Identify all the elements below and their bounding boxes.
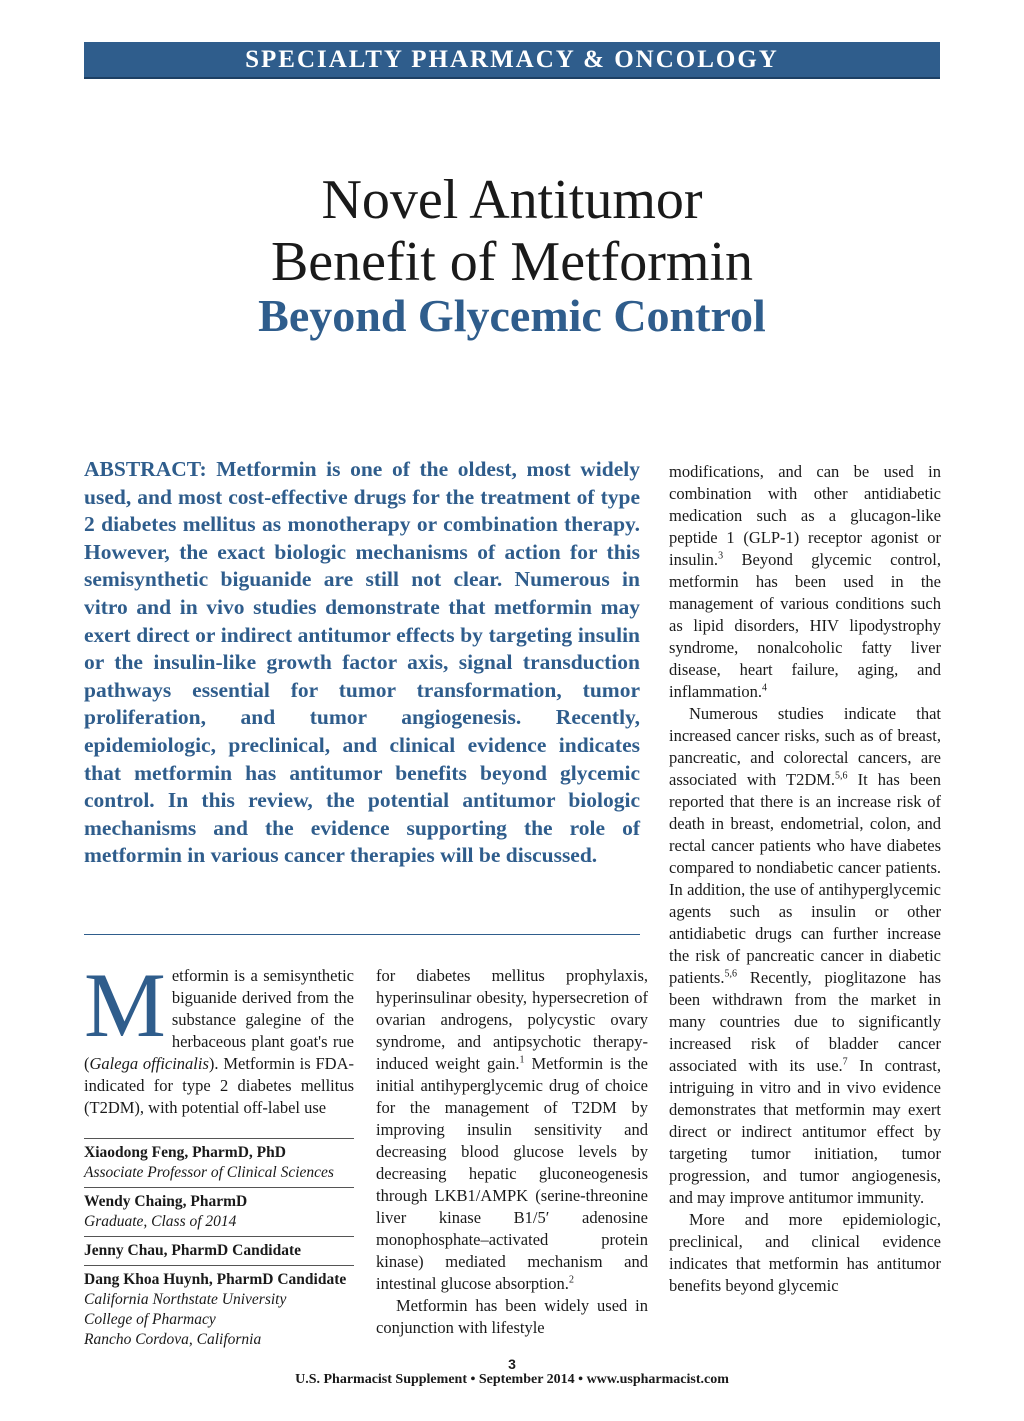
text-run: Numerous studies indicate that increased cancer risks, such as of breast, pancreatic, and colorectal cancers, are associated with T2DM. <box>669 704 941 789</box>
section-banner: SPECIALTY PHARMACY & ONCOLOGY <box>84 42 940 79</box>
intro-paragraph <box>84 954 354 1119</box>
text-run: modifications, and can be used in combination with other antidiabetic medication such as a glucagon-like peptide 1 (GLP-1) receptor agonist or insulin. <box>669 462 941 569</box>
citation: 5,6 <box>835 770 848 782</box>
citation: 5,6 <box>724 968 737 980</box>
body-paragraph: More and more epidemiologic, preclinical, and clinical evidence indicates that metformin has antitumor benefits beyond glycemic <box>669 1210 941 1295</box>
author-affiliation: College of Pharmacy <box>84 1311 216 1328</box>
author-entry <box>84 1265 354 1354</box>
body-column-2 <box>376 965 648 1339</box>
author-entry <box>84 1236 354 1265</box>
body-paragraph <box>376 965 648 1295</box>
author-name: Jenny Chau, PharmD Candidate <box>84 1242 302 1259</box>
citation: 4 <box>762 682 768 694</box>
author-entry <box>84 1138 354 1187</box>
citation: 2 <box>568 1274 574 1286</box>
citation: 1 <box>519 1054 525 1066</box>
title-line-1: Novel Antitumor <box>321 169 703 231</box>
text-run: for diabetes mellitus prophylaxis, hyperinsulinar obesity, hypersecretion of ovarian androgens, polycystic ovary syndrome, and antipsychotic therapy-induced weight gain. <box>376 966 648 1073</box>
page-number: 3 <box>508 1356 516 1372</box>
author-affiliation: Graduate, Class of 2014 <box>84 1213 237 1230</box>
author-name: Dang Khoa Huynh, PharmD Candidate <box>84 1271 347 1288</box>
title-line-2: Benefit of Metformin <box>270 231 754 293</box>
author-affiliation: Associate Professor of Clinical Sciences <box>84 1164 334 1181</box>
text-run: Metformin is the initial antihyperglycemic drug of choice for the management of T2DM by improving insulin sensitivity and decreasing blood glucose levels by decreasing hepatic gluconeogenesis through LKB1/AMPK (serine-threonine liver kinase B1/5′ adenosine monophosphate–activated protein kinase) mediated mechanism and intestinal glucose absorption. <box>376 1054 648 1293</box>
drop-cap: M <box>84 954 166 1056</box>
text-run: Recently, pioglitazone has been withdrawn from the market in many countries due to significantly increased risk of bladder cancer associated with its use. <box>669 968 941 1075</box>
text-run: etformin is a semisynthetic biguanide derived from the substance galegine of the herbaceous plant goat's rue ( <box>84 966 354 1073</box>
text-run: Beyond glycemic control, metformin has been used in the management of various conditions such as lipid disorders, HIV lipodystrophy syndrome, nonalcoholic fatty liver disease, heart failure, aging, and inflammation. <box>669 550 941 701</box>
body-paragraph <box>669 461 941 703</box>
citation: 7 <box>842 1056 848 1068</box>
subtitle: Beyond Glycemic Control <box>258 290 766 341</box>
body-paragraph: Metformin has been widely used in conjunction with lifestyle <box>376 1296 648 1337</box>
author-name: Xiaodong Feng, PharmD, PhD <box>84 1144 286 1161</box>
author-name: Wendy Chaing, PharmD <box>84 1193 248 1210</box>
citation: 3 <box>718 550 724 562</box>
text-run: It has been reported that there is an increase risk of death in breast, endometrial, colon, and rectal cancer patients who have diabetes compared to nondiabetic cancer patients. In addition, the use of antihyperglycemic agents such as insulin or other antidiabetic drugs can further increase the risk of pancreatic cancer in diabetic patients. <box>669 770 941 987</box>
text-run: ). Metformin is FDA-indicated for type 2 diabetes mellitus (T2DM), with potential off-label use <box>84 1054 354 1117</box>
body-paragraph <box>669 703 941 1209</box>
author-entry <box>84 1187 354 1236</box>
author-list <box>84 1138 354 1354</box>
italic-text: Galega officinalis <box>89 1054 209 1073</box>
body-column-3 <box>669 461 941 1297</box>
page-footer: U.S. Pharmacist Supplement • September 2014 • www.uspharmacist.com <box>295 1372 729 1387</box>
author-affiliation: California Northstate University <box>84 1291 287 1308</box>
author-affiliation: Rancho Cordova, California <box>84 1331 262 1348</box>
abstract-divider <box>84 934 640 935</box>
text-run: In contrast, intriguing in vitro and in vivo evidence demonstrates that metformin may exert direct or indirect antitumor effect by targeting tumor initiation, tumor progression, and tumor angiogenesis, and may improve antitumor immunity. <box>669 1056 941 1207</box>
abstract: ABSTRACT: Metformin is one of the oldest, most widely used, and most cost-effective drugs for the treatment of type 2 diabetes mellitus as monotherapy or combination therapy. However, the exact biologic mechanisms of action for this semisynthetic biguanide are still not clear. Numerous in vitro and in vivo studies demonstrate that metformin may exert direct or indirect antitumor effects by targeting insulin or the insulin-like growth factor axis, signal transduction pathways essential for tumor transformation, tumor proliferation, and tumor angiogenesis. Recently, epidemiologic, preclinical, and clinical evidence indicates that metformin has antitumor benefits beyond glycemic control. In this review, the potential antitumor biologic mechanisms and the evidence supporting the role of metformin in various cancer therapies will be discussed. <box>84 457 640 868</box>
body-column-1 <box>84 954 354 1119</box>
